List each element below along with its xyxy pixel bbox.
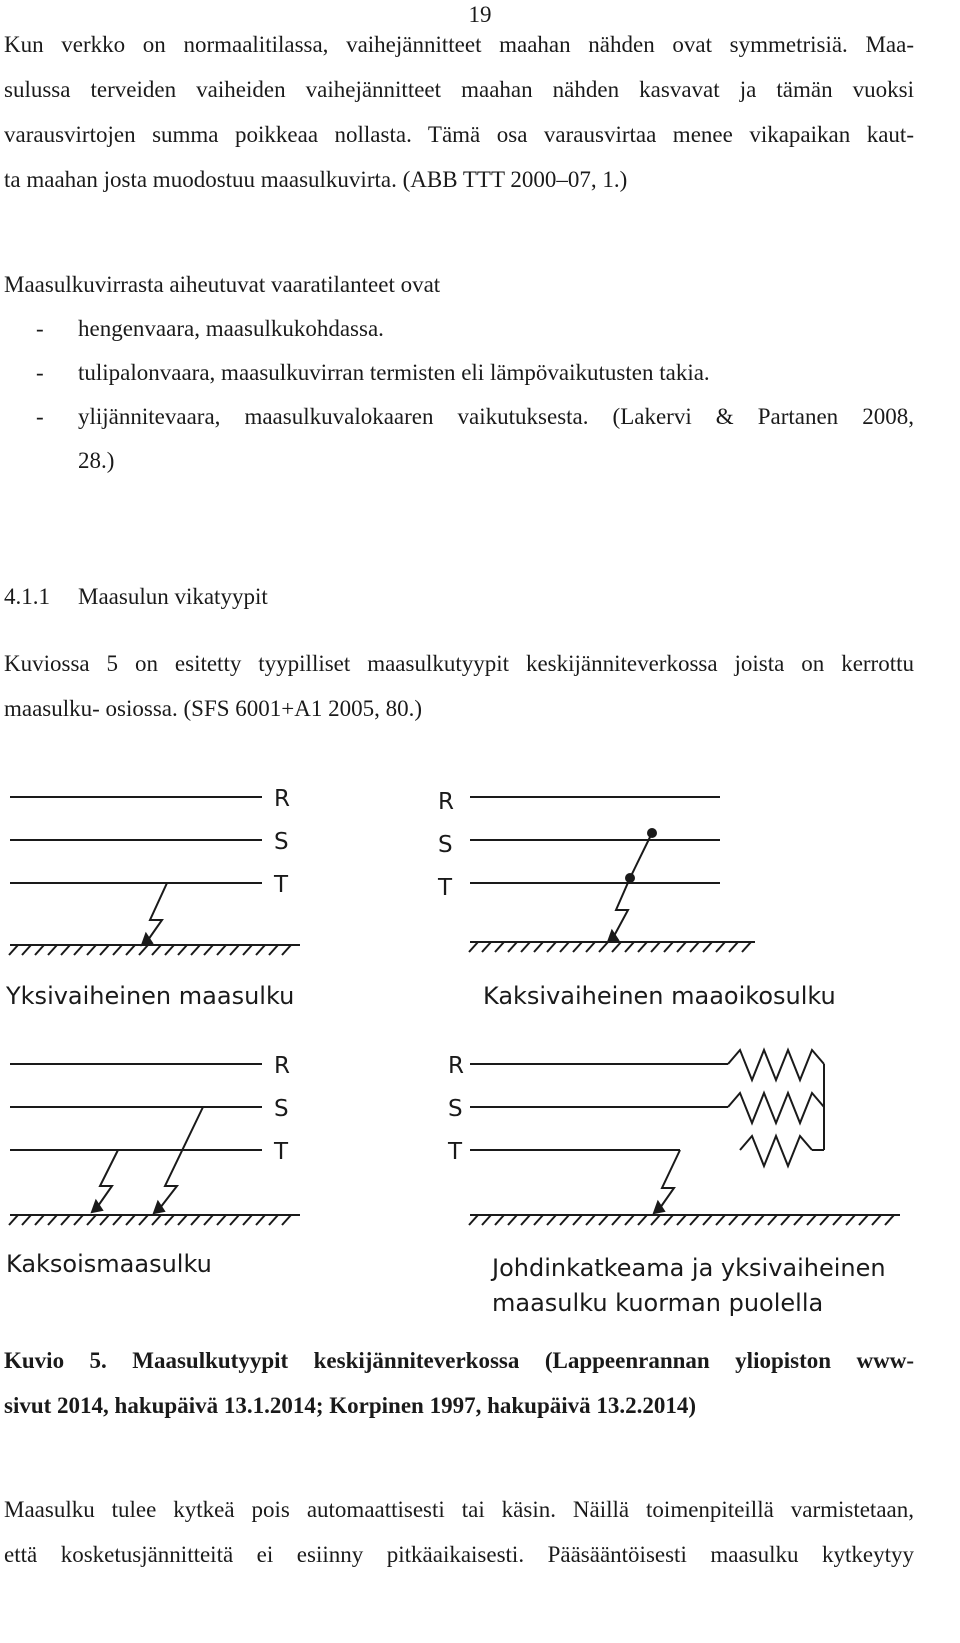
section-heading [4,574,268,619]
section-number: 4.1.1 [4,584,50,609]
hatch-stroke [534,942,543,952]
paragraph-figure-intro [4,641,914,731]
paragraph-line: maasulku- osiossa. (SFS 6001+A1 2005, 80.) [4,696,423,721]
hazard-item [36,306,384,351]
hatch-stroke [508,942,517,952]
hatch-stroke [664,1215,673,1225]
hatch-stroke [638,1215,647,1225]
hatch-stroke [139,945,148,955]
hatch-stroke [677,942,686,952]
caption-line: sivut 2014, hakupäivä 13.1.2014; Korpinen 1997, hakupäivä 13.2.2014) [4,1393,697,1418]
panel-title: Johdinkatkeama ja yksivaiheinen [492,1254,886,1282]
hatch-stroke [586,1215,595,1225]
hatch-stroke [256,945,265,955]
paragraph-line: varausvirtojen summa poikkeaa nollasta. Tämä osa varausvirtaa menee vikapaikan kaut- [4,122,914,147]
hatch-stroke [846,1215,855,1225]
hatch-stroke [230,945,239,955]
hatch-stroke [690,1215,699,1225]
hatch-stroke [495,1215,504,1225]
hatch-stroke [61,1215,70,1225]
list-dash: - [36,316,44,341]
hatch-stroke [482,1215,491,1225]
hatch-stroke [599,942,608,952]
hatch-stroke [230,1215,239,1225]
paragraph-line: ta maahan josta muodostuu maasulkuvirta. (ABB TTT 2000–07, 1.) [4,167,628,192]
hazards-intro: Maasulkuvirrasta aiheutuvat vaaratilanteet ovat [4,272,441,297]
load-resistor-icon [728,1050,824,1166]
hatch-stroke [100,945,109,955]
panel-4-conductors [470,1064,728,1150]
hatch-stroke [126,945,135,955]
hatch-stroke [74,945,83,955]
page-number: 19 [468,2,492,27]
hatch-stroke [9,1215,18,1225]
hatch-stroke [269,945,278,955]
hatch-stroke [521,942,530,952]
fault-lightning-icon [660,1150,680,1208]
hazard-item-text: hengenvaara, maasulkukohdassa. [78,316,384,341]
hatch-stroke [625,1215,634,1225]
hatch-stroke [612,942,621,952]
paragraph-line: että kosketusjännitteitä ei esiinny pitkäaikaisesti. Pääsääntöisesti maasulku kytkeytyy [4,1542,914,1567]
hatch-stroke [612,1215,621,1225]
hatch-stroke [742,1215,751,1225]
ground-hatching-icon [9,1215,291,1225]
hatch-stroke [48,1215,57,1225]
panel-1-conductors [10,797,262,883]
panel-title: Yksivaiheinen maasulku [6,982,295,1010]
fault-lightning-icon [614,833,652,936]
section-title: Maasulun vikatyypit [78,584,268,609]
hatch-stroke [534,1215,543,1225]
hatch-stroke [191,1215,200,1225]
hatch-stroke [482,942,491,952]
hatch-stroke [269,1215,278,1225]
hatch-stroke [191,945,200,955]
hatch-stroke [885,1215,894,1225]
hatch-stroke [716,942,725,952]
panel-title: Kaksoismaasulku [6,1250,212,1278]
hatch-stroke [22,945,31,955]
panel-2-conductors [470,797,720,883]
phase-label: T [274,1139,289,1165]
hatch-stroke [282,1215,291,1225]
hatch-stroke [664,942,673,952]
hatch-stroke [204,1215,213,1225]
hatch-stroke [204,945,213,955]
hatch-stroke [586,942,595,952]
hatch-stroke [859,1215,868,1225]
phase-label: S [274,1096,289,1122]
hatch-stroke [781,1215,790,1225]
paragraph-line: sulussa terveiden vaiheiden vaihejännitteet maahan nähden kasvavat ja tämän vuoksi [4,77,914,102]
phase-label: T [274,872,289,898]
hatch-stroke [126,1215,135,1225]
paragraph-disconnection [4,1487,914,1577]
hatch-stroke [469,942,478,952]
hatch-stroke [152,945,161,955]
phase-label: R [448,1053,464,1079]
hatch-stroke [560,1215,569,1225]
phase-label: T [448,1139,463,1165]
hatch-stroke [742,942,751,952]
hatch-stroke [87,1215,96,1225]
hatch-stroke [573,942,582,952]
hatch-stroke [152,1215,161,1225]
paragraph-line: Kun verkko on normaalitilassa, vaihejännitteet maahan nähden ovat symmetrisiä. Maa- [4,32,914,57]
hatch-stroke [243,945,252,955]
hatch-stroke [651,1215,660,1225]
connection-dot-icon [625,873,635,883]
hatch-stroke [677,1215,686,1225]
hatch-stroke [703,942,712,952]
hatch-stroke [521,1215,530,1225]
ground-hatching-icon [9,945,291,955]
hatch-stroke [560,942,569,952]
hazard-item-continuation: 28.) [78,448,115,473]
hatch-stroke [495,942,504,952]
hatch-stroke [100,1215,109,1225]
panel-3-conductors [10,1064,262,1150]
hatch-stroke [794,1215,803,1225]
hatch-stroke [35,945,44,955]
hatch-stroke [729,1215,738,1225]
hazard-item [36,394,916,439]
hazard-item [36,350,710,395]
hatch-stroke [217,945,226,955]
hatch-stroke [178,1215,187,1225]
hatch-stroke [35,1215,44,1225]
phase-label: S [448,1096,463,1122]
hatch-stroke [48,945,57,955]
figure-caption [4,1338,914,1428]
hatch-stroke [768,1215,777,1225]
hatch-stroke [690,942,699,952]
hatch-stroke [625,942,634,952]
hatch-stroke [807,1215,816,1225]
phase-label: R [438,789,454,815]
fault-lightning-icon [98,1150,118,1206]
hatch-stroke [820,1215,829,1225]
hatch-stroke [113,1215,122,1225]
hatch-stroke [573,1215,582,1225]
hatch-stroke [87,945,96,955]
hatch-stroke [547,942,556,952]
hatch-stroke [651,942,660,952]
hatch-stroke [165,945,174,955]
hatch-stroke [729,942,738,952]
fault-types-figure [0,760,960,1330]
hatch-stroke [755,1215,764,1225]
connection-dot-icon [647,828,657,838]
hatch-stroke [872,1215,881,1225]
hatch-stroke [547,1215,556,1225]
caption-line: Kuvio 5. Maasulkutyypit keskijänniteverkossa (Lappeenrannan yliopiston www- [4,1348,914,1373]
list-dash: - [36,404,44,429]
hatch-stroke [9,945,18,955]
ground-hatching-icon [469,942,751,952]
hazard-item-text: ylijännitevaara, maasulkuvalokaaren vaikutuksesta. (Lakervi & Partanen 2008, [78,404,914,429]
paragraph-line: Maasulku tulee kytkeä pois automaattisesti tai käsin. Näillä toimenpiteillä varmistetaan, [4,1497,914,1522]
hatch-stroke [508,1215,517,1225]
hatch-stroke [61,945,70,955]
fault-lightning-icon [148,883,167,940]
paragraph-intro [4,22,914,202]
ground-hatching-icon [469,1215,894,1225]
phase-label: S [438,832,453,858]
hatch-stroke [703,1215,712,1225]
hatch-stroke [139,1215,148,1225]
hatch-stroke [113,945,122,955]
hatch-stroke [469,1215,478,1225]
paragraph-line: Kuviossa 5 on esitetty tyypilliset maasulkutyypit keskijänniteverkossa joista on kerrottu [4,651,914,676]
hatch-stroke [217,1215,226,1225]
phase-label: S [274,829,289,855]
panel-title: maasulku kuorman puolella [492,1289,824,1317]
hatch-stroke [74,1215,83,1225]
list-dash: - [36,360,44,385]
hatch-stroke [833,1215,842,1225]
panel-title: Kaksivaiheinen maaoikosulku [483,982,836,1010]
phase-label: T [438,875,453,901]
fault-lightning-icon [160,1107,203,1208]
hatch-stroke [638,942,647,952]
hazard-item-text: tulipalonvaara, maasulkuvirran termisten eli lämpövaikutusten takia. [78,360,710,385]
phase-label: R [274,1053,290,1079]
hatch-stroke [599,1215,608,1225]
hatch-stroke [243,1215,252,1225]
phase-label: R [274,786,290,812]
hatch-stroke [716,1215,725,1225]
hatch-stroke [22,1215,31,1225]
hatch-stroke [165,1215,174,1225]
hatch-stroke [282,945,291,955]
hatch-stroke [256,1215,265,1225]
hatch-stroke [178,945,187,955]
